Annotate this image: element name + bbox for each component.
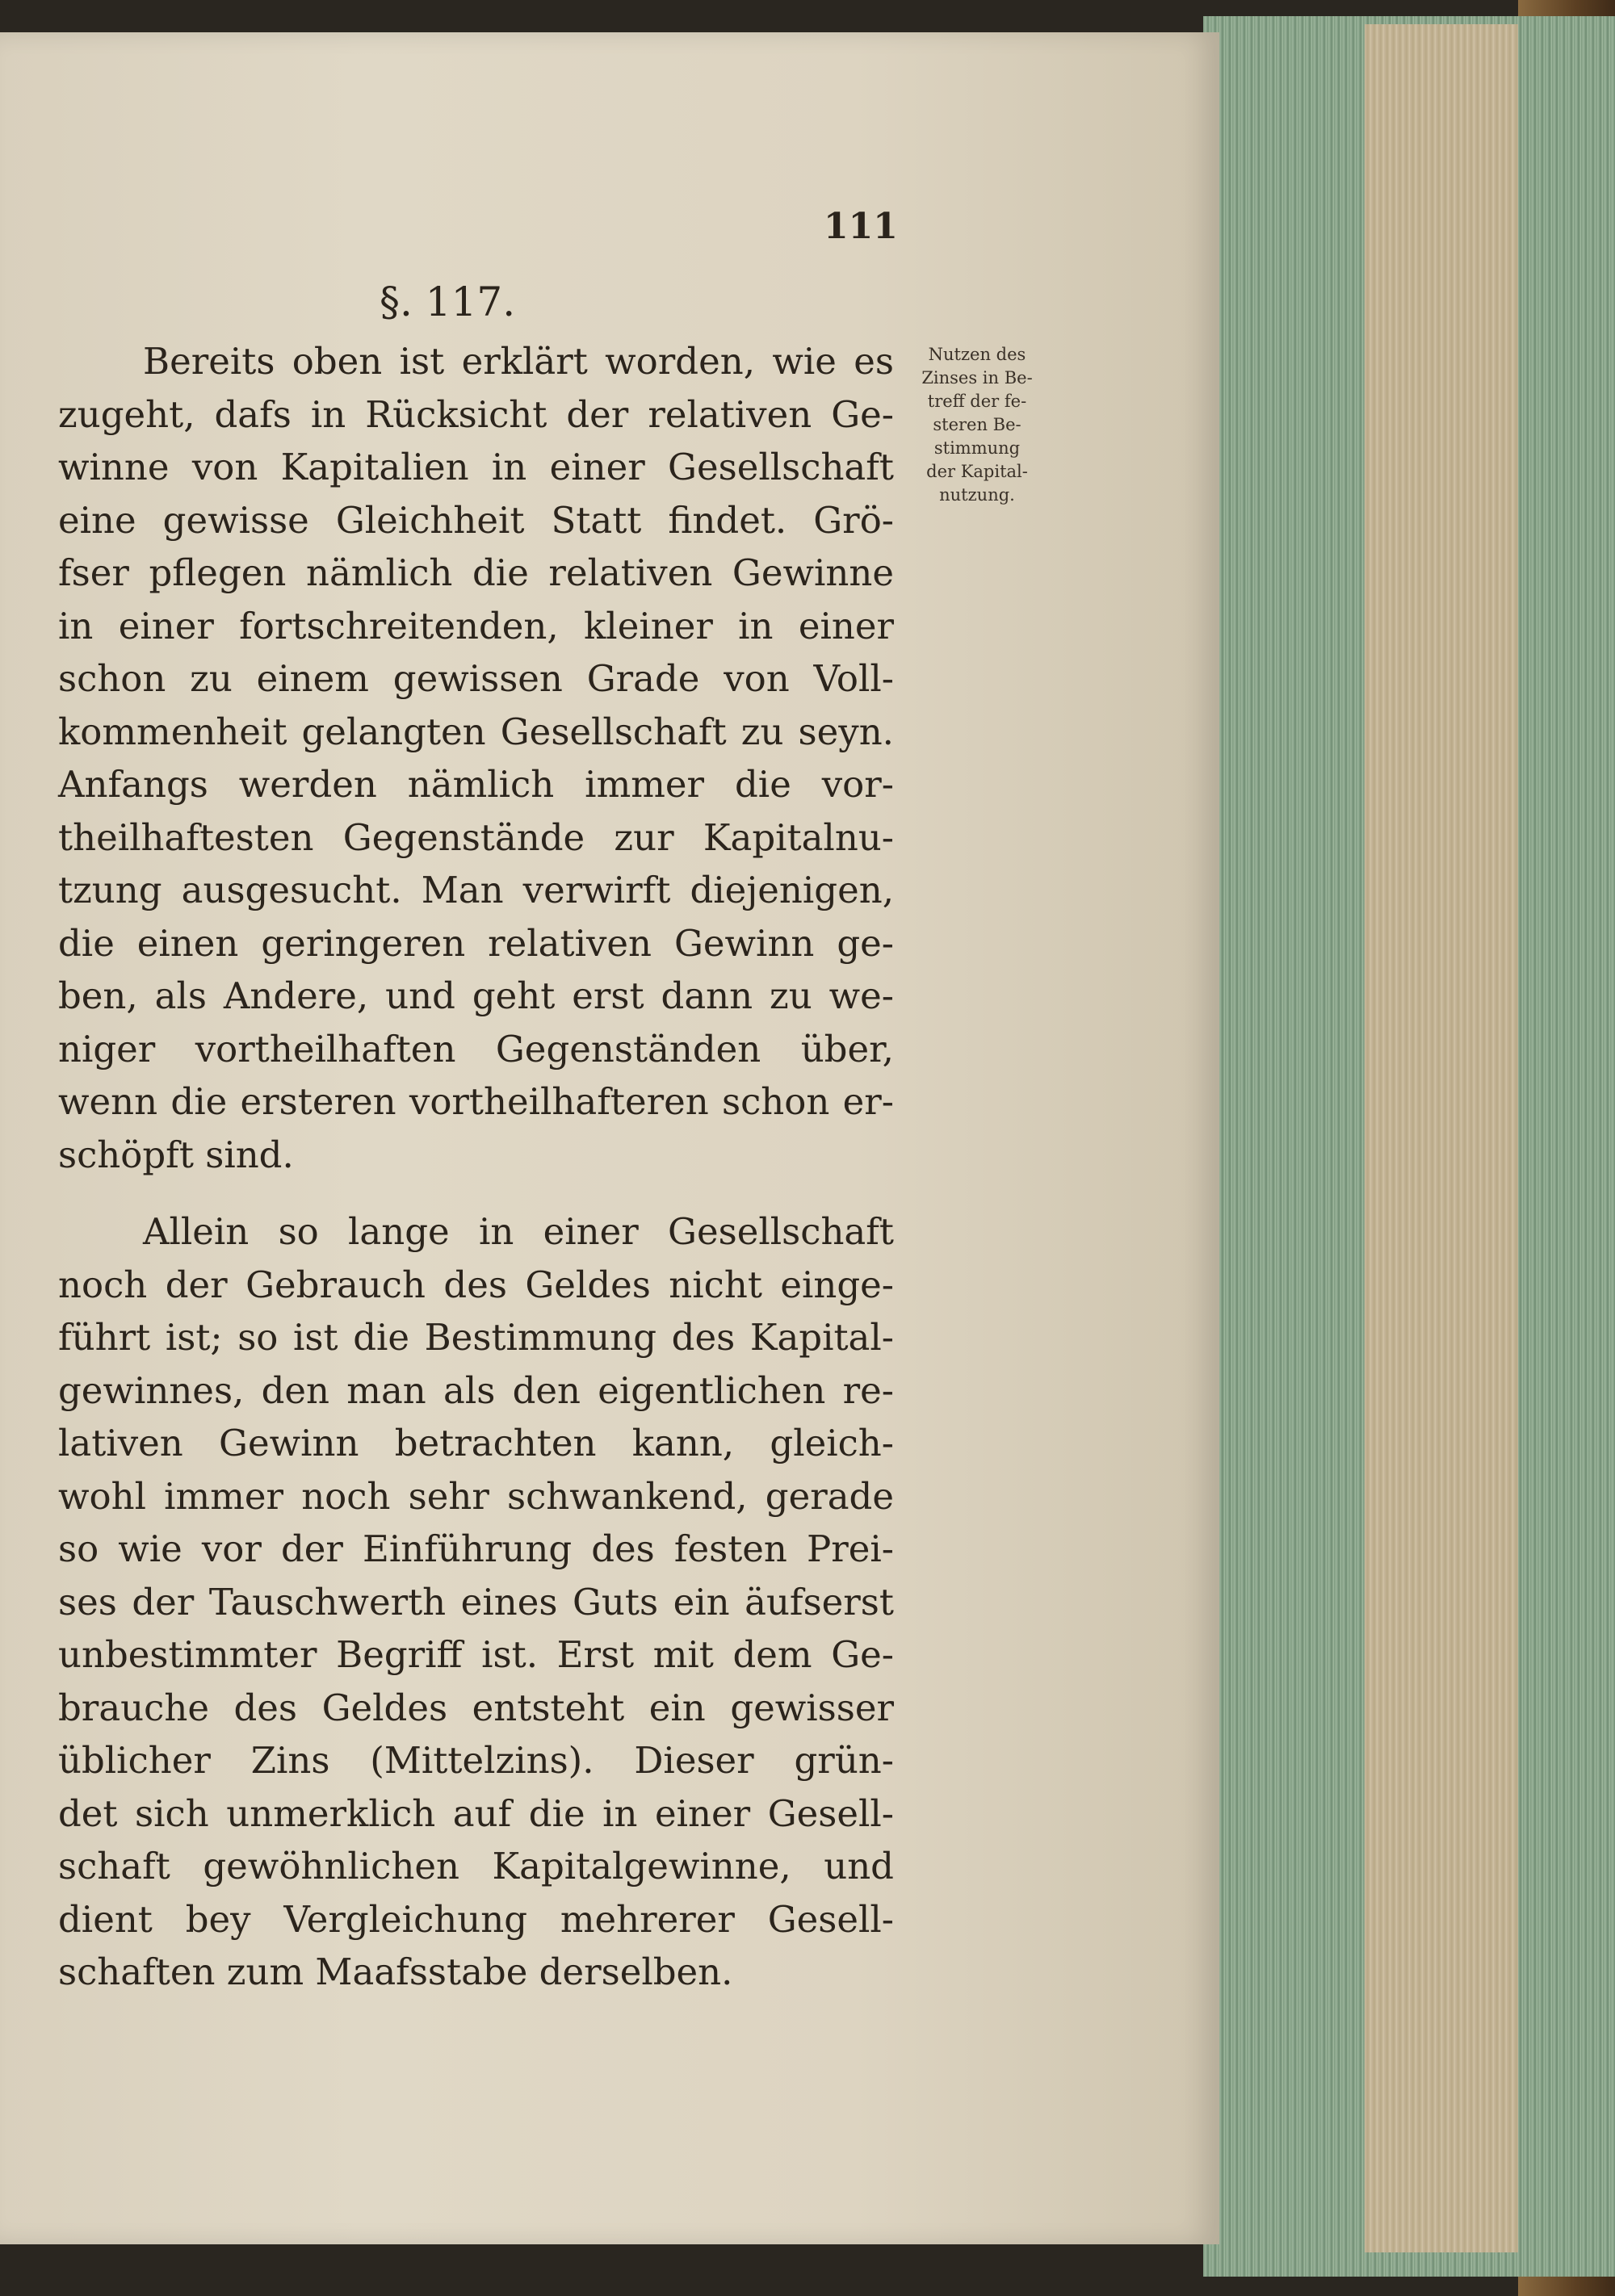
- page-edges-inner: [1365, 24, 1518, 2252]
- text-line: Bereits oben ist erklärt worden, wie es: [143, 340, 894, 383]
- text-line: tzung ausgesucht. Man verwirft diejenigen,: [58, 869, 894, 911]
- page-number: 111: [824, 206, 898, 247]
- text-line: in einer fortschreitenden, kleiner in einer: [58, 604, 894, 647]
- text-line: schon zu einem gewissen Grade von Voll-: [58, 657, 894, 700]
- text-line: schaften zum Maafsstabe derselben.: [58, 1950, 733, 1993]
- text-line: die einen geringeren relativen Gewinn ge-: [58, 921, 894, 965]
- text-line: ben, als Andere, und geht erst dann zu we-: [58, 974, 894, 1017]
- text-line: kommenheit gelangten Gesellschaft zu seyn.: [58, 710, 894, 753]
- text-line: so wie vor der Einführung des festen Prei-: [58, 1527, 894, 1570]
- margin-note-line: Zinses in Be-: [921, 368, 1033, 388]
- text-line: det sich unmerklich auf die in einer Gesell-: [58, 1791, 894, 1835]
- paragraph-gap: [58, 1181, 894, 1205]
- text-line: ses der Tauschwerth eines Guts ein äufserst: [58, 1580, 894, 1624]
- margin-note-line: stimmung: [933, 438, 1021, 458]
- margin-note-line: nutzung.: [939, 485, 1015, 505]
- text-line: üblicher Zins (Mittelzins). Dieser grün-: [58, 1739, 894, 1782]
- text-line: wohl immer noch sehr schwankend, gerade: [58, 1474, 894, 1518]
- text-line: noch der Gebrauch des Geldes nicht einge-: [58, 1263, 894, 1306]
- text-line: brauche des Geldes entsteht ein gewisser: [58, 1686, 894, 1729]
- text-line: theilhaftesten Gegenstände zur Kapitalnu-: [58, 815, 894, 859]
- paragraph-1: [58, 335, 894, 1181]
- text-line: Allein so lange in einer Gesellschaft: [143, 1210, 894, 1253]
- text-line: lativen Gewinn betrachten kann, gleich-: [58, 1422, 894, 1464]
- margin-note-line: Nutzen des: [928, 345, 1026, 364]
- text-line: dient bey Vergleichung mehrerer Gesell-: [58, 1897, 894, 1941]
- margin-note-line: treff der fe-: [927, 392, 1027, 411]
- text-line: niger vortheilhaften Gegenständen über,: [58, 1027, 894, 1070]
- text-line: gewinnes, den man als den eigentlichen re-: [58, 1368, 894, 1412]
- margin-note: [908, 343, 1046, 507]
- text-line: schöpft sind.: [58, 1133, 294, 1176]
- text-line: fser pflegen nämlich die relativen Gewinne: [58, 551, 894, 594]
- margin-note-line: der Kapital-: [926, 462, 1028, 481]
- text-line: wenn die ersteren vortheilhafteren schon er-: [58, 1080, 894, 1123]
- text-line: eine gewisse Gleichheit Statt findet. Grö-: [58, 498, 894, 542]
- text-line: winne von Kapitalien in einer Gesellschaft: [58, 446, 894, 488]
- text-line: schaft gewöhnlichen Kapitalgewinne, und: [58, 1845, 894, 1887]
- text-line: Anfangs werden nämlich immer die vor-: [58, 763, 894, 806]
- margin-note-line: steren Be-: [933, 415, 1021, 434]
- text-line: zugeht, dafs in Rücksicht der relativen Ge-: [58, 392, 894, 436]
- body-text: [58, 335, 894, 1999]
- text-line: führt ist; so ist die Bestimmung des Kapital-: [58, 1316, 894, 1359]
- text-line: unbestimmter Begriff ist. Erst mit dem Ge-: [58, 1633, 894, 1676]
- paragraph-2: [58, 1205, 894, 1999]
- section-heading: §. 117.: [380, 279, 516, 325]
